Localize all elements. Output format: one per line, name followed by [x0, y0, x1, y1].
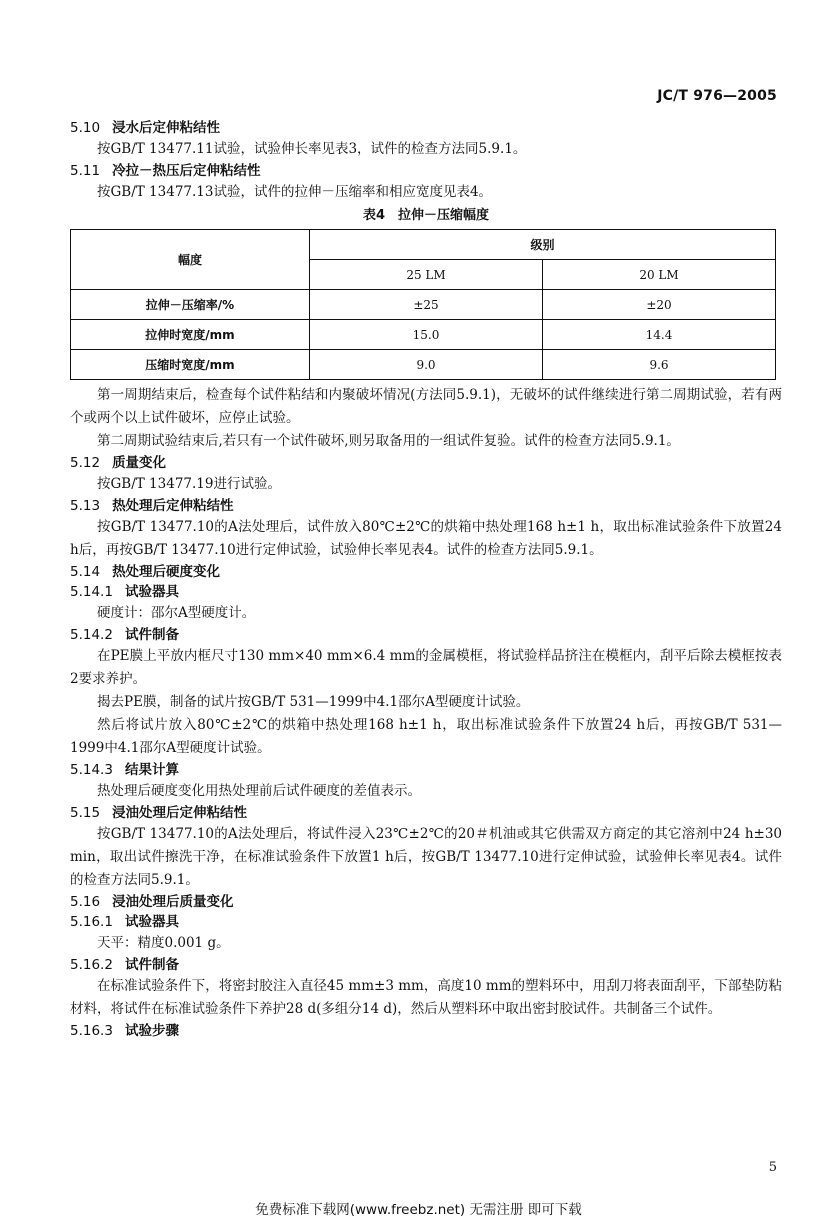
- section-number: 5.14.2: [70, 627, 113, 643]
- section-heading: [70, 955, 782, 975]
- paragraph: 按GB/T 13477.11试验，试验伸长率见表3，试件的检查方法同5.9.1。: [97, 141, 527, 157]
- table-cell: 拉伸时宽度/mm: [71, 320, 310, 350]
- section-title: 冷拉－热压后定伸粘结性: [112, 163, 261, 179]
- section-number: 5.16: [70, 894, 101, 910]
- table-cell: 14.4: [543, 320, 776, 350]
- section-number: 5.13: [70, 498, 101, 514]
- section-number: 5.16.3: [70, 1023, 113, 1039]
- section-title: 质量变化: [112, 455, 167, 471]
- sections-after-table: [70, 384, 782, 1041]
- paragraph: 按GB/T 13477.10的A法处理后，试件放入80℃±2℃的烘箱中热处理168 h±1 h，取出标准试验条件下放置24 h后，再按GB/T 13477.10进行定伸试验，试验伸长率见表4。试件的检查方法同5.9.1。: [70, 519, 782, 558]
- paragraph: 在PE膜上平放内框尺寸130 mm×40 mm×6.4 mm的金属模框，将试验样品挤注在模框内，刮平后除去模框按表2要求养护。: [70, 648, 782, 687]
- section-title: 热处理后硬度变化: [112, 564, 221, 580]
- table-col-header: 25 LM: [310, 260, 543, 290]
- sections-before-table: [70, 118, 782, 204]
- section-number: 5.14: [70, 564, 101, 580]
- section-heading: [70, 161, 782, 181]
- paragraph: 揭去PE膜，制备的试片按GB/T 531—1999中4.1邵尔A型硬度计试验。: [97, 694, 530, 710]
- table-row: [71, 350, 776, 380]
- section-number: 5.10: [70, 120, 101, 136]
- paragraph: 按GB/T 13477.10的A法处理后，将试件浸入23℃±2℃的20＃机油或其它供需双方商定的其它溶剂中24 h±30 min，取出试件擦洗干净，在标准试验条件下放置1 h后，按GB/T 13477.10进行定伸试验，试验伸长率见表4。试件的检查方法同5.9.1。: [70, 826, 782, 888]
- download-footer: 免费标准下载网(www.freebz.net) 无需注册 即可下载: [255, 1202, 582, 1218]
- table-cell: 9.6: [543, 350, 776, 380]
- section-title: 浸水后定伸粘结性: [112, 120, 221, 136]
- amplitude-table: [70, 229, 776, 380]
- table-cell: 拉伸－压缩率/%: [71, 290, 310, 320]
- section-number: 5.14.3: [70, 762, 113, 778]
- paragraph: 然后将试片放入80℃±2℃的烘箱中热处理168 h±1 h，取出标准试验条件下放置24 h后，再按GB/T 531—1999中4.1邵尔A型硬度计试验。: [70, 717, 782, 756]
- section-title: 试件制备: [124, 627, 179, 643]
- section-heading: [70, 496, 782, 516]
- table-cell: 压缩时宽度/mm: [71, 350, 310, 380]
- section-title: 试件制备: [124, 957, 179, 973]
- paragraph: 天平：精度0.001 g。: [97, 935, 230, 951]
- paragraph: 在标准试验条件下，将密封胶注入直径45 mm±3 mm，高度10 mm的塑料环中，用刮刀将表面刮平，下部垫防粘材料，将试件在标准试验条件下养护28 d(多组分14 d)，然后从塑料环中取出密封胶试件。共制备三个试件。: [70, 978, 782, 1017]
- section-title: 浸油处理后定伸粘结性: [112, 805, 248, 821]
- section-heading: [70, 1021, 782, 1041]
- table-col-header: 20 LM: [543, 260, 776, 290]
- document-body: [70, 118, 782, 1041]
- section-number: 5.16.1: [70, 914, 113, 930]
- paragraph: 按GB/T 13477.19进行试验。: [97, 476, 281, 492]
- page-number: 5: [768, 1160, 777, 1175]
- section-heading: [70, 562, 782, 582]
- table-caption: 表4 拉伸－压缩幅度: [362, 208, 490, 223]
- section-number: 5.11: [70, 163, 101, 179]
- table-row: [71, 320, 776, 350]
- table-cell: ±25: [310, 290, 543, 320]
- table-row-header: 幅度: [71, 230, 310, 290]
- section-title: 结果计算: [124, 762, 179, 778]
- section-number: 5.15: [70, 805, 101, 821]
- section-title: 试验器具: [124, 584, 179, 600]
- table-cell: 9.0: [310, 350, 543, 380]
- section-heading: [70, 760, 782, 780]
- table-row: [71, 290, 776, 320]
- section-heading: [70, 582, 782, 602]
- section-number: 5.14.1: [70, 584, 113, 600]
- section-number: 5.12: [70, 455, 101, 471]
- table-cell: 15.0: [310, 320, 543, 350]
- section-heading: [70, 453, 782, 473]
- table-group-header: 级别: [310, 230, 776, 260]
- standard-id: JC/T 976—2005: [657, 88, 777, 104]
- section-number: 5.16.2: [70, 957, 113, 973]
- section-heading: [70, 625, 782, 645]
- paragraph: 热处理后硬度变化用热处理前后试件硬度的差值表示。: [97, 783, 421, 799]
- section-heading: [70, 892, 782, 912]
- section-heading: [70, 118, 782, 138]
- table-cell: ±20: [543, 290, 776, 320]
- section-title: 热处理后定伸粘结性: [112, 498, 234, 514]
- paragraph: 硬度计：邵尔A型硬度计。: [97, 605, 256, 621]
- paragraph: 第二周期试验结束后,若只有一个试件破坏,则另取备用的一组试件复验。试件的检查方法同5.9.1。: [97, 433, 680, 449]
- section-title: 试验器具: [124, 914, 179, 930]
- section-heading: [70, 912, 782, 932]
- paragraph: 按GB/T 13477.13试验，试件的拉伸－压缩率和相应宽度见表4。: [97, 184, 493, 200]
- paragraph: 第一周期结束后，检查每个试件粘结和内聚破坏情况(方法同5.9.1)，无破坏的试件继续进行第二周期试验，若有两个或两个以上试件破坏，应停止试验。: [70, 387, 782, 426]
- section-heading: [70, 803, 782, 823]
- section-title: 试验步骤: [124, 1023, 179, 1039]
- section-title: 浸油处理后质量变化: [112, 894, 234, 910]
